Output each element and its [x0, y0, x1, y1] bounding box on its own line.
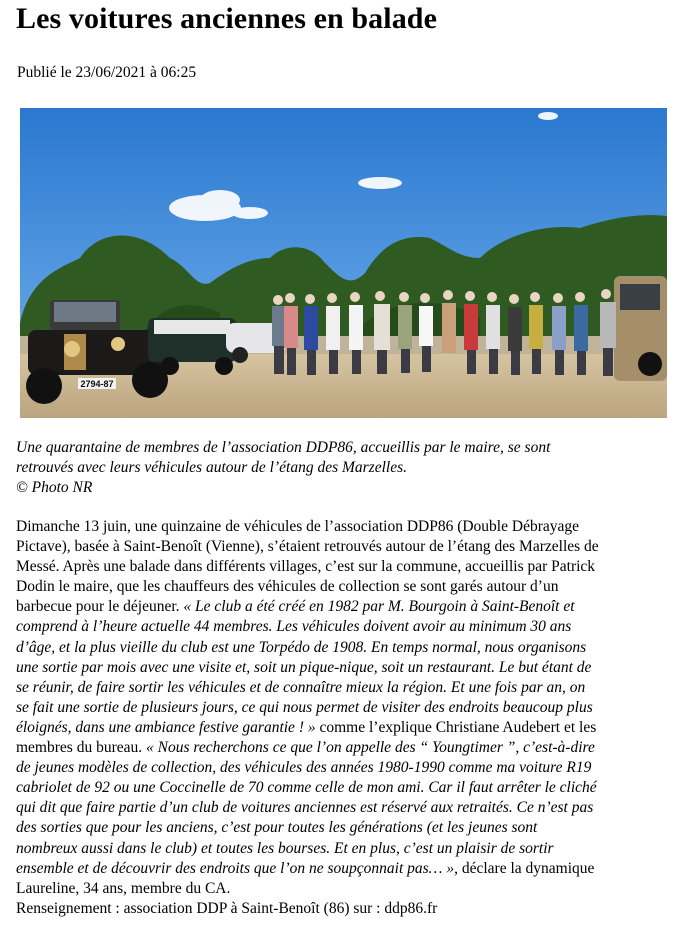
quote-line: comprend à l’heure actuelle 44 membres. Les véhicules doivent avoir au minimum 30 ans	[16, 618, 572, 636]
article-photo	[20, 108, 667, 418]
publication-date: Publié le 23/06/2021 à 06:25	[17, 64, 197, 81]
article-title: Les voitures anciennes en balade	[16, 2, 438, 35]
photo-illustration	[20, 108, 667, 418]
quote-text: « Le club a été créé en 1982 par M. Bourgoin à Saint-Benoît et	[179, 598, 575, 616]
article-body	[16, 517, 680, 919]
quote-line: des sorties que pour les anciens, c’est pour toutes les générations (et les jeunes sont	[16, 819, 538, 837]
quote-line: une sortie par mois avec une visite et, soit un pique-nique, soit un restaurant. Le but étant de	[16, 658, 592, 676]
quote-line: de jeunes modèles de collection, des véhicules des années 1980-1990 comme ma voiture R19	[16, 759, 592, 777]
body-line	[16, 859, 680, 879]
body-line: Dimanche 13 juin, une quinzaine de véhicules de l’association DDP86 (Double Débrayage	[16, 518, 579, 535]
photo-credit: © Photo NR	[16, 479, 93, 496]
body-text: membres du bureau.	[16, 739, 143, 757]
body-text: , déclare la dynamique	[454, 859, 595, 877]
body-line: Messé. Après une balade dans différents villages, c’est sur la commune, accueillis par Patrick	[16, 558, 596, 576]
body-text: barbecue pour le déjeuner.	[16, 598, 180, 616]
quote-line: qui dit que faire partie d’un club de voitures anciennes est réservé aux retraités. Ce n’est pas	[16, 799, 594, 817]
body-line: Pictave), basée à Saint-Benoît (Vienne), s’étaient retrouvés autour de l’étang des Marzelles de	[16, 538, 599, 556]
quote-text: éloignés, dans une ambiance festive garantie ! »	[16, 718, 316, 736]
license-plate: 2794-87	[80, 379, 114, 389]
beige-van	[614, 276, 667, 381]
body-text: comme l’explique Christiane Audebert et les	[315, 718, 597, 736]
body-line	[16, 738, 680, 758]
quote-text: « Nous recherchons ce que l’on appelle des “ Youngtimer ”, c’est-à-dire	[142, 739, 595, 757]
quote-line: se fait une sortie de plusieurs jours, ce qui nous permet de visiter des endroits beaucoup plus	[16, 698, 593, 716]
info-line: Renseignement : association DDP à Saint-Benoît (86) sur : ddp86.fr	[16, 899, 438, 917]
body-line: Dodin le maire, que les chauffeurs des véhicules de collection se sont garés autour d’un	[16, 578, 559, 596]
caption-line: Une quarantaine de membres de l’association DDP86, accueillis par le maire, se sont	[16, 439, 551, 456]
quote-text: ensemble et de découvrir des endroits que l’on ne soupçonnait pas… »	[16, 859, 455, 877]
caption-line: retrouvés avec leurs véhicules autour de l’étang des Marzelles.	[16, 459, 407, 476]
body-line: Laureline, 34 ans, membre du CA.	[16, 879, 231, 897]
quote-line: se réunir, de faire sortir les véhicules et de connaître mieux la région. Et une fois par an, on	[16, 678, 586, 696]
photo-caption	[16, 438, 676, 498]
body-line	[16, 718, 680, 738]
quote-line: nombreux aussi dans le club) et toutes les bourses. Et en plus, c’est un plaisir de sortir	[16, 839, 554, 857]
quote-line: cabriolet de 92 ou une Coccinelle de 70 comme celle de mon ami. Car il faut arrêter le cliché	[16, 779, 597, 797]
body-line	[16, 597, 680, 617]
quote-line: d’âge, et la plus vieille du club est une Torpédo de 1908. En temps normal, nous organisons	[16, 638, 587, 656]
